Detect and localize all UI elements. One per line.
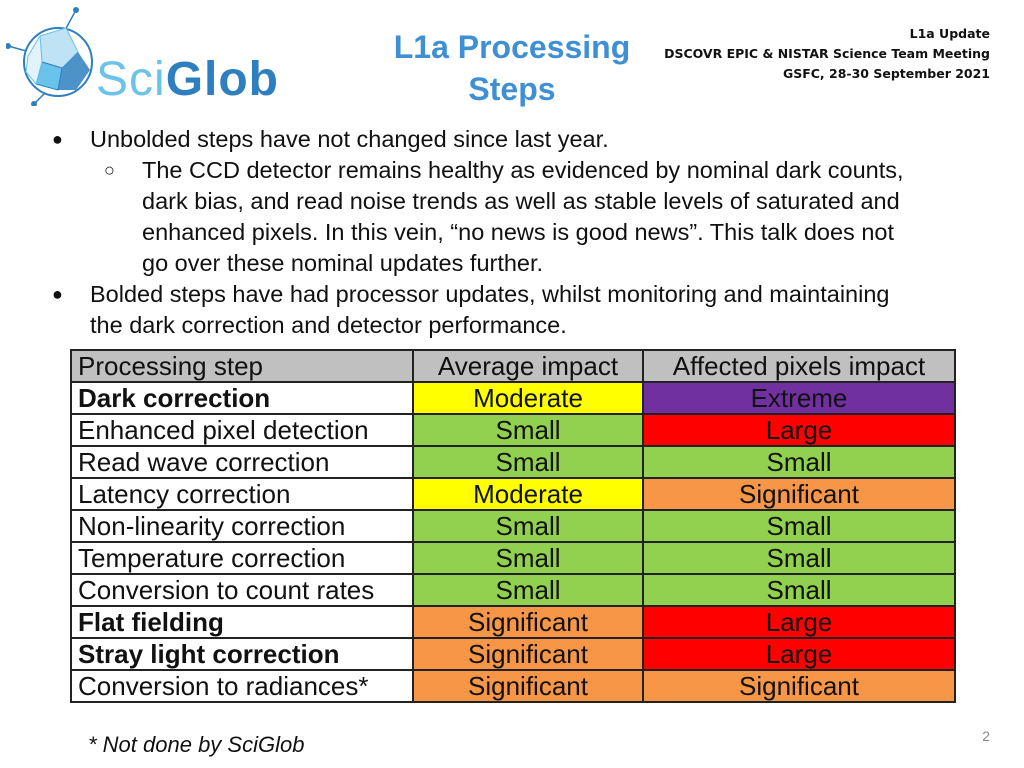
table-row [71,574,955,606]
sub-bullet-ccd: ○ The CCD detector remains healthy as evidenced by nominal dark counts, dark bias, and read noise trends as well as stable levels of saturated and enhanced pixels. In this vein, “no news is good news”. This talk does not go over these nominal updates further. [104,157,904,276]
table-header-row [71,350,955,382]
header-processing-step: Processing step [71,350,413,382]
cell-processing-step: Stray light correction [71,638,413,670]
cell-processing-step: Conversion to radiances* [71,670,413,702]
cell-average-impact: Small [413,446,643,478]
page-number: 2 [982,728,990,744]
meeting-info: L1a Update DSCOVR EPIC & NISTAR Science Team Meeting GSFC, 28-30 September 2021 [664,26,990,81]
bullet-dot-icon: ● [52,284,63,304]
sciglob-logo [6,6,316,106]
header-average-impact: Average impact [413,350,643,382]
table-row [71,606,955,638]
cell-processing-step: Dark correction [71,382,413,414]
cell-processing-step: Conversion to count rates [71,574,413,606]
cell-processing-step: Flat fielding [71,606,413,638]
table-row [71,478,955,510]
table-row [71,542,955,574]
cell-affected-pixels-impact: Large [643,638,955,670]
cell-average-impact: Moderate [413,382,643,414]
globe-icon [6,6,102,106]
cell-processing-step: Latency correction [71,478,413,510]
cell-processing-step: Temperature correction [71,542,413,574]
cell-affected-pixels-impact: Significant [643,478,955,510]
bullet-list [48,124,988,341]
footnote: * Not done by SciGlob [88,732,305,757]
bullet-bolded: ● Bolded steps have had processor updates, whilst monitoring and maintaining the dark correction and detector performance. [52,281,890,338]
bullet-unbolded: ● Unbolded steps have not changed since last year. [48,124,988,155]
cell-average-impact: Small [413,574,643,606]
cell-affected-pixels-impact: Large [643,414,955,446]
table-row [71,414,955,446]
cell-average-impact: Moderate [413,478,643,510]
cell-processing-step: Read wave correction [71,446,413,478]
table-row [71,510,955,542]
processing-steps-table [70,349,956,703]
cell-processing-step: Enhanced pixel detection [71,414,413,446]
table-row [71,382,955,414]
header-affected-pixels-impact: Affected pixels impact [643,350,955,382]
bullet-dot-icon: ● [52,129,63,149]
table-row [71,670,955,702]
cell-affected-pixels-impact: Extreme [643,382,955,414]
cell-average-impact: Small [413,414,643,446]
cell-affected-pixels-impact: Significant [643,670,955,702]
cell-affected-pixels-impact: Small [643,446,955,478]
cell-average-impact: Significant [413,606,643,638]
logo-wordmark: SciGlob [96,53,279,106]
bullet-circle-icon: ○ [104,160,115,180]
cell-affected-pixels-impact: Small [643,542,955,574]
cell-affected-pixels-impact: Small [643,574,955,606]
cell-processing-step: Non-linearity correction [71,510,413,542]
cell-average-impact: Significant [413,670,643,702]
cell-average-impact: Significant [413,638,643,670]
slide-title: L1a Processing Steps [393,29,631,107]
cell-affected-pixels-impact: Large [643,606,955,638]
cell-affected-pixels-impact: Small [643,510,955,542]
table-row [71,446,955,478]
cell-average-impact: Small [413,542,643,574]
table-row [71,638,955,670]
cell-average-impact: Small [413,510,643,542]
